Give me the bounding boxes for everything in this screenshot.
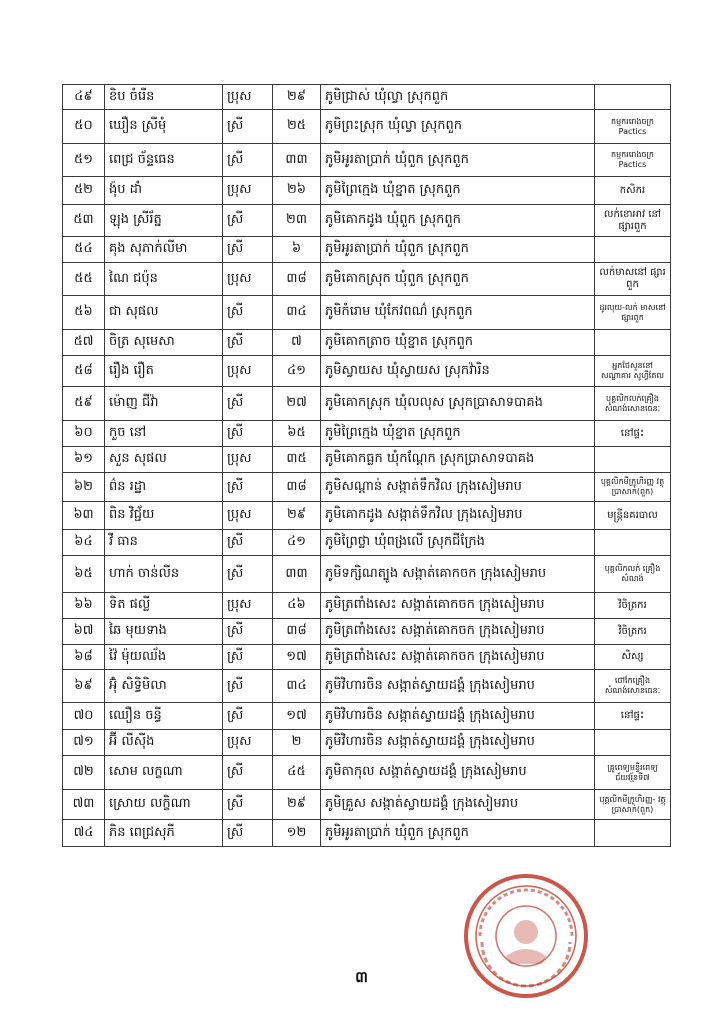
- address-cell: ភូមិអូរតាប្រាក់ ឃុំពួក ស្រុកពួក: [321, 144, 595, 177]
- row-number-cell: ៧១: [63, 730, 105, 756]
- table-row: [63, 177, 671, 205]
- occupation-cell: បុគ្គលិកមីក្រូហិរញ្ញ- វត្ថុប្រាសាក់(ពួក): [595, 790, 671, 820]
- table-row: [63, 556, 671, 593]
- table-row: [63, 356, 671, 387]
- age-cell: ៤៥: [273, 756, 321, 790]
- table-row: [63, 820, 671, 847]
- name-cell: វី ធាន: [105, 530, 223, 556]
- row-number-cell: ៦៩: [63, 670, 105, 703]
- occupation-cell: ថៅកែគ្រឿង សំណង់សោនធេនៈ: [595, 670, 671, 703]
- table-row: [63, 110, 671, 144]
- sex-cell: ស្រី: [223, 619, 273, 645]
- age-cell: ២៣: [273, 205, 321, 237]
- table-row: [63, 473, 671, 502]
- address-cell: ភូមិទក្សិណត្បូង សង្កាត់គោកចក ក្រុងសៀមរាប: [321, 556, 595, 593]
- age-cell: ២៩: [273, 502, 321, 530]
- occupation-cell: បុគ្គលិកលក់ គ្រឿងសំណង់: [595, 556, 671, 593]
- sex-cell: ប្រុស: [223, 177, 273, 205]
- row-number-cell: ៦៦: [63, 593, 105, 619]
- name-cell: ឈឿន ចន្ធី: [105, 703, 223, 730]
- address-cell: ភូមិគោកធ្លក ឃុំកណ្ដែក ស្រុកប្រាសាទបាគង: [321, 447, 595, 473]
- name-cell: រឿង រឿត: [105, 356, 223, 387]
- page-number: ៣: [355, 968, 368, 986]
- row-number-cell: ៧២: [63, 756, 105, 790]
- name-cell: សួន សុផល: [105, 447, 223, 473]
- occupation-cell: [595, 447, 671, 473]
- age-cell: ៣៨: [273, 619, 321, 645]
- sex-cell: ស្រី: [223, 790, 273, 820]
- sex-cell: ស្រី: [223, 110, 273, 144]
- name-cell: ខិប ចំរើន: [105, 85, 223, 110]
- occupation-cell: [595, 530, 671, 556]
- name-cell: ម៉ោញ ជីវ៉ា: [105, 387, 223, 421]
- row-number-cell: ៧៤: [63, 820, 105, 847]
- sex-cell: ស្រី: [223, 645, 273, 670]
- occupation-cell: កម្មកររោងចក្រ Pactics: [595, 110, 671, 144]
- name-cell: ឃឿន ស្រីមុំ: [105, 110, 223, 144]
- occupation-cell: គ្រូពេទ្យមន្ទីរពេទ្យ ជ័យវរ្ម័នទី៧: [595, 756, 671, 790]
- sex-cell: ប្រុស: [223, 85, 273, 110]
- occupation-cell: [595, 330, 671, 356]
- address-cell: ភូមិគោកដូង សង្កាត់ទឹកវិល ក្រុងសៀមរាប: [321, 502, 595, 530]
- address-cell: ភូមិព្រៃក្មេង ឃុំខ្នាត ស្រុកពួក: [321, 421, 595, 447]
- occupation-cell: សិស្ស: [595, 645, 671, 670]
- address-cell: ភូមិគ្រួស សង្កាត់ស្វាយដង្គំ ក្រុងសៀមរាប: [321, 790, 595, 820]
- occupation-cell: វិចិត្រករ: [595, 593, 671, 619]
- row-number-cell: ៦៣: [63, 502, 105, 530]
- row-number-cell: ៥៧: [63, 330, 105, 356]
- table-row: [63, 730, 671, 756]
- sex-cell: ស្រី: [223, 205, 273, 237]
- age-cell: ៤១: [273, 530, 321, 556]
- name-cell: អ៊ី លីស៊ីង: [105, 730, 223, 756]
- sex-cell: ប្រុស: [223, 730, 273, 756]
- name-cell: ហាក់ ចាន់លីន: [105, 556, 223, 593]
- table-row: [63, 205, 671, 237]
- sex-cell: ប្រុស: [223, 356, 273, 387]
- address-cell: ភូមិអូរតាប្រាក់ ឃុំពួក ស្រុកពួក: [321, 820, 595, 847]
- name-cell: វ៉ៃ ម៉ុយឈ័ង: [105, 645, 223, 670]
- sex-cell: ស្រី: [223, 473, 273, 502]
- row-number-cell: ៥៩: [63, 387, 105, 421]
- name-cell: គុង សុភាក់លីមា: [105, 237, 223, 263]
- address-cell: ភូមិគោកស្រុក ឃុំពួក ស្រុកពួក: [321, 263, 595, 296]
- address-cell: ភូមិអូរតាប្រាក់ ឃុំពួក ស្រុកពួក: [321, 237, 595, 263]
- table-row: [63, 263, 671, 296]
- sex-cell: ប្រុស: [223, 593, 273, 619]
- row-number-cell: ៧០: [63, 703, 105, 730]
- address-cell: ភូមិគោកត្រាច ឃុំខ្នាត ស្រុកពួក: [321, 330, 595, 356]
- occupation-cell: កសិករ: [595, 177, 671, 205]
- name-cell: ឡុង ស្រីរ័ត្ន: [105, 205, 223, 237]
- sex-cell: ស្រី: [223, 237, 273, 263]
- row-number-cell: ៦៧: [63, 619, 105, 645]
- official-seal-stamp: [462, 872, 590, 1000]
- table-row: [63, 645, 671, 670]
- name-cell: ឆៃ មុយទាង: [105, 619, 223, 645]
- row-number-cell: ៤៩: [63, 85, 105, 110]
- age-cell: ៣៣: [273, 144, 321, 177]
- row-number-cell: ៥៣: [63, 205, 105, 237]
- participant-table: [62, 84, 671, 847]
- sex-cell: ស្រី: [223, 421, 273, 447]
- occupation-cell: លក់ខោអាវ នៅផ្សារពួក: [595, 205, 671, 237]
- table-row: [63, 670, 671, 703]
- row-number-cell: ៦១: [63, 447, 105, 473]
- row-number-cell: ៥១: [63, 144, 105, 177]
- address-cell: ភូមិតាកុល សង្កាត់ស្វាយដង្គំ ក្រុងសៀមរាប: [321, 756, 595, 790]
- age-cell: ២៩: [273, 85, 321, 110]
- row-number-cell: ៥២: [63, 177, 105, 205]
- table-row: [63, 703, 671, 730]
- occupation-cell: លក់មាសនៅ ផ្សារពួក: [595, 263, 671, 296]
- address-cell: ភូមិវិហារចិន សង្កាត់ស្វាយដង្គំ ក្រុងសៀមរាប: [321, 703, 595, 730]
- address-cell: ភូមិកំរោម ឃុំកែវពណ៌ ស្រុកពួក: [321, 296, 595, 330]
- table-row: [63, 447, 671, 473]
- name-cell: ស្រោយ លក្ខិណា: [105, 790, 223, 820]
- name-cell: ចិត្រ សុមេសា: [105, 330, 223, 356]
- sex-cell: ស្រី: [223, 296, 273, 330]
- name-cell: សោម លក្ខណា: [105, 756, 223, 790]
- row-number-cell: ៥៤: [63, 237, 105, 263]
- row-number-cell: ៥៥: [63, 263, 105, 296]
- address-cell: ភូមិគោកស្រុក ឃុំលលុស ស្រុកប្រាសាទបាគង: [321, 387, 595, 421]
- age-cell: ៤៦: [273, 593, 321, 619]
- sex-cell: ស្រី: [223, 820, 273, 847]
- address-cell: ភូមិព្រះស្រុក ឃុំល្វា ស្រុកពួក: [321, 110, 595, 144]
- age-cell: ៦៥: [273, 421, 321, 447]
- name-cell: ណៃ ជប៉ុន: [105, 263, 223, 296]
- sex-cell: ស្រី: [223, 703, 273, 730]
- occupation-cell: អ្នកថែសួននៅ សណ្ឋាគារ សូហ្វីតែល: [595, 356, 671, 387]
- row-number-cell: ៦០: [63, 421, 105, 447]
- sex-cell: ស្រី: [223, 556, 273, 593]
- age-cell: ៣៤: [273, 296, 321, 330]
- age-cell: ១៧: [273, 703, 321, 730]
- row-number-cell: ៥៨: [63, 356, 105, 387]
- occupation-cell: នៅផ្ទះ: [595, 703, 671, 730]
- address-cell: ភូមិត្រពាំងសេះ សង្កាត់គោកចក ក្រុងសៀមរាប: [321, 619, 595, 645]
- table-row: [63, 296, 671, 330]
- age-cell: ៤១: [273, 356, 321, 387]
- name-cell: ភិន ពេជ្រសុភី: [105, 820, 223, 847]
- row-number-cell: ៦៤: [63, 530, 105, 556]
- occupation-cell: បុគ្គលិកលក់គ្រឿង សំណង់សោនធេនៈ: [595, 387, 671, 421]
- row-number-cell: ៧៣: [63, 790, 105, 820]
- sex-cell: ស្រី: [223, 530, 273, 556]
- address-cell: ភូមិជ្រាស់ ឃុំល្វា ស្រុកពួក: [321, 85, 595, 110]
- table-row: [63, 756, 671, 790]
- occupation-cell: ដូរលុយ-លក់ មាសនៅផ្សារពួក: [595, 296, 671, 330]
- name-cell: ព៌ន រដ្ឋា: [105, 473, 223, 502]
- row-number-cell: ៦៨: [63, 645, 105, 670]
- occupation-cell: [595, 820, 671, 847]
- sex-cell: ស្រី: [223, 387, 273, 421]
- age-cell: ២៧: [273, 387, 321, 421]
- row-number-cell: ៥០: [63, 110, 105, 144]
- occupation-cell: មន្ត្រីនគរបាល: [595, 502, 671, 530]
- age-cell: ៦: [273, 237, 321, 263]
- name-cell: ជា សុផល: [105, 296, 223, 330]
- occupation-cell: បុគ្គលិកមីក្រូហិរញ្ញ វត្ថុប្រាសាក់(ពួក): [595, 473, 671, 502]
- participant-rows: [63, 85, 671, 847]
- age-cell: ១២: [273, 820, 321, 847]
- address-cell: ភូមិត្រពាំងសេះ សង្កាត់គោកចក ក្រុងសៀមរាប: [321, 593, 595, 619]
- sex-cell: ស្រី: [223, 330, 273, 356]
- name-cell: ពិន វិជ្ជ័យ: [105, 502, 223, 530]
- age-cell: ២: [273, 730, 321, 756]
- name-cell: ទិត ផល្លី: [105, 593, 223, 619]
- address-cell: ភូមិព្រៃក្មេង ឃុំខ្នាត ស្រុកពួក: [321, 177, 595, 205]
- age-cell: ៣៣: [273, 556, 321, 593]
- age-cell: ៧: [273, 330, 321, 356]
- table-row: [63, 619, 671, 645]
- sex-cell: ប្រុស: [223, 263, 273, 296]
- occupation-cell: [595, 730, 671, 756]
- address-cell: ភូមិស្វាយស ឃុំស្វាយស ស្រុកវ៉ារិន: [321, 356, 595, 387]
- row-number-cell: ៦៥: [63, 556, 105, 593]
- table-row: [63, 502, 671, 530]
- age-cell: ១៧: [273, 645, 321, 670]
- occupation-cell: នៅផ្ទះ: [595, 421, 671, 447]
- table-row: [63, 530, 671, 556]
- address-cell: ភូមិសណ្ដាន់ សង្កាត់ទឹកវិល ក្រុងសៀមរាប: [321, 473, 595, 502]
- sex-cell: ស្រី: [223, 144, 273, 177]
- name-cell: អ៊ុំ សិទ្ធិមិលា: [105, 670, 223, 703]
- name-cell: ង៉ុប ដាំ: [105, 177, 223, 205]
- occupation-cell: [595, 237, 671, 263]
- table-row: [63, 85, 671, 110]
- row-number-cell: ៦២: [63, 473, 105, 502]
- sex-cell: ប្រុស: [223, 447, 273, 473]
- table-row: [63, 144, 671, 177]
- table-row: [63, 330, 671, 356]
- table-row: [63, 790, 671, 820]
- age-cell: ២៦: [273, 177, 321, 205]
- age-cell: ៣៨: [273, 473, 321, 502]
- address-cell: ភូមិគោកដូង ឃុំពួក ស្រុកពួក: [321, 205, 595, 237]
- table-row: [63, 237, 671, 263]
- age-cell: ៣៤: [273, 670, 321, 703]
- age-cell: ២៩: [273, 790, 321, 820]
- table-row: [63, 421, 671, 447]
- row-number-cell: ៥៦: [63, 296, 105, 330]
- age-cell: ៣៨: [273, 263, 321, 296]
- sex-cell: ប្រុស: [223, 502, 273, 530]
- name-cell: ពេជ្រ ច័ន្ទធេន: [105, 144, 223, 177]
- name-cell: កួច នៅ: [105, 421, 223, 447]
- occupation-cell: វិចិត្រករ: [595, 619, 671, 645]
- address-cell: ភូមិវិហារចិន សង្កាត់ស្វាយដង្គំ ក្រុងសៀមរាប: [321, 670, 595, 703]
- address-cell: ភូមិវិហារចិន សង្កាត់ស្វាយដង្គំ ក្រុងសៀមរាប: [321, 730, 595, 756]
- sex-cell: ស្រី: [223, 670, 273, 703]
- sex-cell: ស្រី: [223, 756, 273, 790]
- table-row: [63, 387, 671, 421]
- age-cell: ២៥: [273, 110, 321, 144]
- table-row: [63, 593, 671, 619]
- occupation-cell: កម្មកររោងចក្រ Pactics: [595, 144, 671, 177]
- occupation-cell: [595, 85, 671, 110]
- address-cell: ភូមិត្រពាំងសេះ សង្កាត់គោកចក ក្រុងសៀមរាប: [321, 645, 595, 670]
- address-cell: ភូមិព្រៃថ្លា ឃុំពង្រលើ ស្រុកជីក្រែង: [321, 530, 595, 556]
- age-cell: ៣៥: [273, 447, 321, 473]
